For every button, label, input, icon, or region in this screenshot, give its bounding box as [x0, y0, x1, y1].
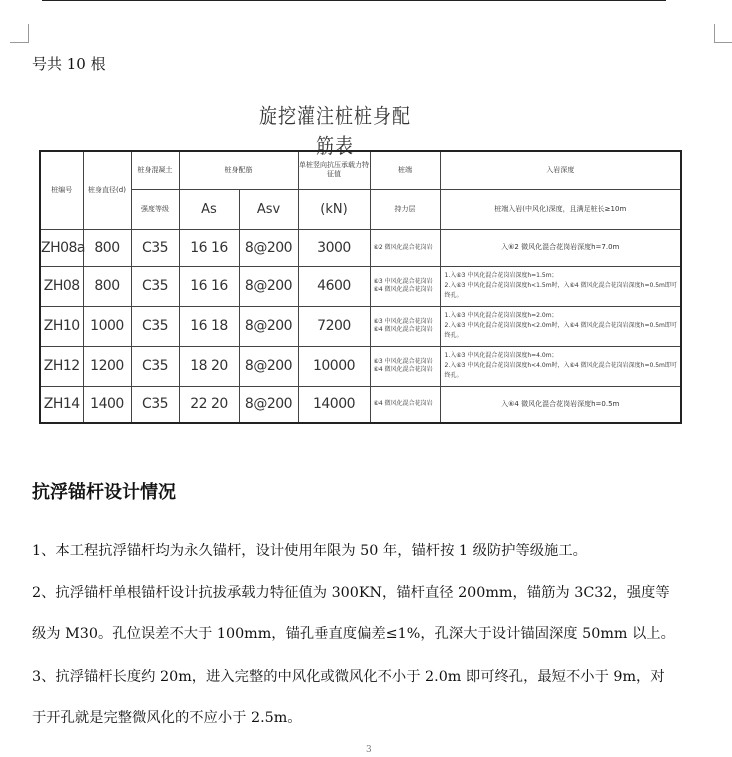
paragraph-3-line-1: 3、抗浮锚杆长度约 20m，进入完整的中风化或微风化不小于 2.0m 即可终孔，最短不小于 9m，对 [32, 669, 665, 685]
cell-embed-line1: 1.入⑥3 中风化混合花岗岩深度h=1.5m； [444, 272, 558, 279]
cell-end-line1: ⑥3 中风化混合花岗岩 [373, 318, 433, 325]
pile-reinforcement-table [39, 150, 682, 424]
cell-diameter: 1000 [83, 306, 131, 346]
cell-capacity: 14000 [298, 386, 370, 423]
cell-embed-line1: 1.入⑥3 中风化混合花岗岩深度h=4.0m； [444, 352, 558, 359]
cell-embed: 入⑥2 微风化混合花岗岩深度h=7.0m [440, 229, 681, 266]
cell-end-line2: ⑥4 微风化混合花岗岩 [373, 326, 433, 333]
paragraph-2-line-1: 2、抗浮锚杆单根锚杆设计抗拔承载力特征值为 300KN，锚杆直径 200mm，锚筋为 3C32，强度等 [32, 585, 670, 601]
crop-mark-top-right [714, 24, 732, 43]
cell-capacity: 7200 [298, 306, 370, 346]
cell-embed [440, 266, 681, 306]
header-capacity: 单桩竖向抗压承载力特征值 [298, 151, 370, 189]
cell-asv: 8@200 [239, 386, 298, 423]
page-number: 3 [366, 745, 372, 755]
header-end-bottom: 持力层 [370, 189, 440, 229]
cell-embed-line2: 2.入⑥3 中风化混合花岗岩深度h<1.5m时，入⑥4 微风化混合花岗岩深度h=0.5m即可终孔。 [444, 282, 677, 299]
cell-end: ⑥4 微风化混合花岗岩 [370, 386, 440, 423]
header-asv: Asv [239, 189, 298, 229]
paragraph-1: 1、本工程抗浮锚杆均为永久锚杆，设计使用年限为 50 年，锚杆按 1 级防护等级施工。 [32, 543, 587, 559]
cell-diameter: 1400 [83, 386, 131, 423]
cell-pile-no: ZH14 [40, 386, 83, 423]
cell-asv: 8@200 [239, 346, 298, 386]
header-as: As [179, 189, 239, 229]
table-row [40, 229, 681, 266]
header-embed-top: 入岩深度 [440, 151, 681, 189]
cell-pile-no: ZH12 [40, 346, 83, 386]
cell-capacity: 4600 [298, 266, 370, 306]
header-concrete-bottom: 强度等级 [131, 189, 179, 229]
cell-end [370, 266, 440, 306]
table-row [40, 386, 681, 423]
section-title: 抗浮锚杆设计情况 [32, 482, 176, 503]
cell-concrete: C35 [131, 346, 179, 386]
cell-concrete: C35 [131, 266, 179, 306]
cell-asv: 8@200 [239, 266, 298, 306]
cell-end-line2: ⑥4 微风化混合花岗岩 [373, 366, 433, 373]
cell-as: 16 16 [179, 229, 239, 266]
cell-embed: 入⑥4 微风化混合花岗岩深度h=0.5m [440, 386, 681, 423]
cell-asv: 8@200 [239, 229, 298, 266]
cell-end: ⑥2 微风化混合花岗岩 [370, 229, 440, 266]
cell-as: 18 20 [179, 346, 239, 386]
cell-as: 16 18 [179, 306, 239, 346]
cell-end [370, 306, 440, 346]
cell-as: 16 16 [179, 266, 239, 306]
cell-diameter: 800 [83, 266, 131, 306]
cell-embed-line2: 2.入⑥3 中风化混合花岗岩深度h<2.0m时，入⑥4 微风化混合花岗岩深度h=0.5m即可终孔。 [444, 322, 677, 339]
cell-pile-no: ZH08 [40, 266, 83, 306]
cell-concrete: C35 [131, 386, 179, 423]
cell-capacity: 10000 [298, 346, 370, 386]
cell-end-line2: ⑥4 微风化混合花岗岩 [373, 286, 433, 293]
crop-mark-top-left [10, 24, 29, 43]
table-row [40, 346, 681, 386]
cell-end-line1: ⑥3 中风化混合花岗岩 [373, 358, 433, 365]
header-reinforcement: 桩身配筋 [179, 151, 298, 189]
header-capacity-unit: (kN) [298, 189, 370, 229]
table-row [40, 306, 681, 346]
cell-pile-no: ZH10 [40, 306, 83, 346]
cell-embed-line1: 1.入⑥3 中风化混合花岗岩深度h=2.0m； [444, 312, 558, 319]
cell-end [370, 346, 440, 386]
header-pile-no: 桩编号 [40, 151, 83, 229]
lead-text: 号共 10 根 [32, 55, 106, 73]
cell-embed-line2: 2.入⑥3 中风化混合花岗岩深度h<4.0m时，入⑥4 微风化混合花岗岩深度h=0.5m即可终孔。 [444, 362, 677, 379]
cell-diameter: 1200 [83, 346, 131, 386]
cell-concrete: C35 [131, 229, 179, 266]
top-rule [42, 0, 666, 1]
cell-concrete: C35 [131, 306, 179, 346]
cell-capacity: 3000 [298, 229, 370, 266]
cell-as: 22 20 [179, 386, 239, 423]
cell-pile-no: ZH08a [40, 229, 83, 266]
header-end-top: 桩端 [370, 151, 440, 189]
cell-asv: 8@200 [239, 306, 298, 346]
table-row [40, 266, 681, 306]
cell-diameter: 800 [83, 229, 131, 266]
header-embed-bottom: 桩端入岩(中风化)深度，且满足桩长≥10m [440, 189, 681, 229]
cell-embed [440, 346, 681, 386]
cell-embed [440, 306, 681, 346]
header-concrete-top: 桩身混凝土 [131, 151, 179, 189]
cell-end-line1: ⑥3 中风化混合花岗岩 [373, 278, 433, 285]
paragraph-2-line-2: 级为 M30。孔位误差不大于 100mm，锚孔垂直度偏差≤1%，孔深大于设计锚固深度 50mm 以上。 [32, 626, 675, 642]
header-diameter: 桩身直径(d) [83, 151, 131, 229]
paragraph-3-line-2: 于开孔就是完整微风化的不应小于 2.5m。 [32, 710, 302, 726]
table-title: 旋挖灌注桩桩身配筋表 [259, 104, 411, 159]
